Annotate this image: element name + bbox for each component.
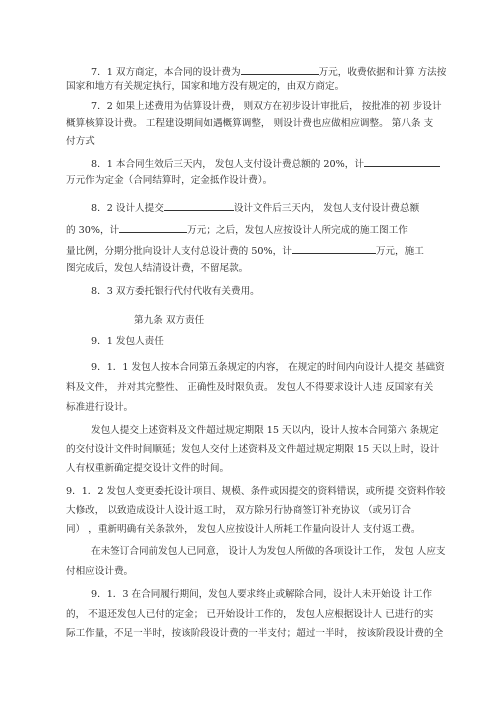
text-line: 付相应设计费。 — [66, 566, 134, 577]
text-segment: 万元，施工 — [375, 246, 424, 257]
text-segment: 的 30%，计 — [66, 225, 120, 236]
text-line: 发包人提交上述资料及文件超过规定期限 15 天以内，设计人按本合同第六 条规定 — [91, 425, 439, 436]
fill-blank-design-fee — [241, 65, 319, 75]
text-line: 的交付设计文件时间顺延；发包人交付上述资料及文件超过规定期限 15 天以上时，设计 — [66, 444, 440, 455]
text-line: 万元作为定金（合同结算时，定金抵作设计费）。 — [66, 175, 273, 186]
fill-blank-deposit — [364, 157, 440, 167]
text-line — [66, 223, 408, 237]
text-line: 在未签订合同前发包人已同意， 设计人为发包人所做的各项设计工作， 发包 人应支 — [91, 546, 446, 557]
clause-7-1-text: 7．1 双方商定，本合同的设计费为 — [91, 67, 241, 78]
fill-blank-amount-50 — [292, 244, 376, 254]
clause-9-1-2-text: 9．1．2 发包人变更委托设计项目、规模、条件或因提交的资料错误，或所提 交资料作较 — [66, 486, 446, 497]
text-line: 人有权重新确定提交设计文件的时间。 — [66, 463, 230, 474]
clause-8-2-text-cont: 设计文件后三天内， 发包人支付设计费总额 — [233, 203, 420, 214]
text-line — [66, 244, 424, 258]
clause-9-1-3-text: 9．1．3 在合同履行期间，发包人要求终止或解除合同，设计人未开始设 计工作 — [91, 589, 433, 600]
article-9-heading: 第九条 双方责任 — [134, 315, 205, 326]
text-line: 同） ，重新明确有关条款外， 发包人应按设计人所耗工作量向设计人 支付返工费。 — [66, 524, 421, 535]
clause-9-1-heading: 9．1 发包人责任 — [91, 336, 164, 347]
clause-8-3-text: 8．3 双方委托银行代付代收有关费用。 — [91, 286, 260, 297]
text-line: 料及文件， 并对其完整性、 正确性及时限负责。 发包人不得要求设计人违 反国家有关 — [66, 382, 434, 393]
fill-blank-stage — [164, 201, 234, 211]
text-line: 国家和地方有关规定执行，国家和地方没有规定的，由双方商定。 — [66, 81, 345, 92]
text-line: 际工作量，不足一半时，按该阶段设计费的一半支付；超过一半时， 按该阶段设计费的全 — [66, 628, 444, 639]
clause-7-2-text: 7．2 如果上述费用为估算设计费， 则双方在初步设计审批后， 按批准的初 步设计 — [91, 101, 442, 112]
text-line: 大修改， 以致造成设计人设计返工时， 双方除另行协商签订补充协议 （或另订合 — [66, 505, 411, 516]
clause-7-1-text-cont: 万元，收费依据和计算 方法按 — [318, 67, 447, 78]
text-line: 付方式 — [66, 136, 95, 147]
text-line: 图完成后，发包人结清设计费，不留尾款。 — [66, 263, 249, 274]
clause-8-1-text: 8．1 本合同生效后三天内， 发包人支付设计费总额的 20%，计 — [91, 159, 364, 170]
clause-8-2-text: 8．2 设计人提交 — [91, 203, 164, 214]
text-line: 概算核算设计费。 工程建设期间如遇概算调整， 则设计费也应做相应调整。 第八条 支 — [66, 118, 434, 129]
text-line — [91, 157, 440, 171]
text-line — [91, 201, 419, 215]
fill-blank-amount-30 — [119, 223, 187, 233]
clause-9-1-1-text: 9．1．1 发包人按本合同第五条规定的内容， 在规定的时间内向设计人提交 基础资 — [91, 362, 445, 373]
text-line: 的， 不退还发包人已付的定金； 已开始设计工作的， 发包人应根据设计人 已进行的实 — [66, 609, 434, 620]
text-line — [91, 65, 446, 79]
text-segment: 量比例，分期分批向设计人支付总设计费的 50%，计 — [66, 246, 292, 257]
text-segment: 万元；之后，发包人应按设计人所完成的施工图工作 — [187, 225, 408, 236]
text-line: 标准进行设计。 — [66, 402, 134, 413]
